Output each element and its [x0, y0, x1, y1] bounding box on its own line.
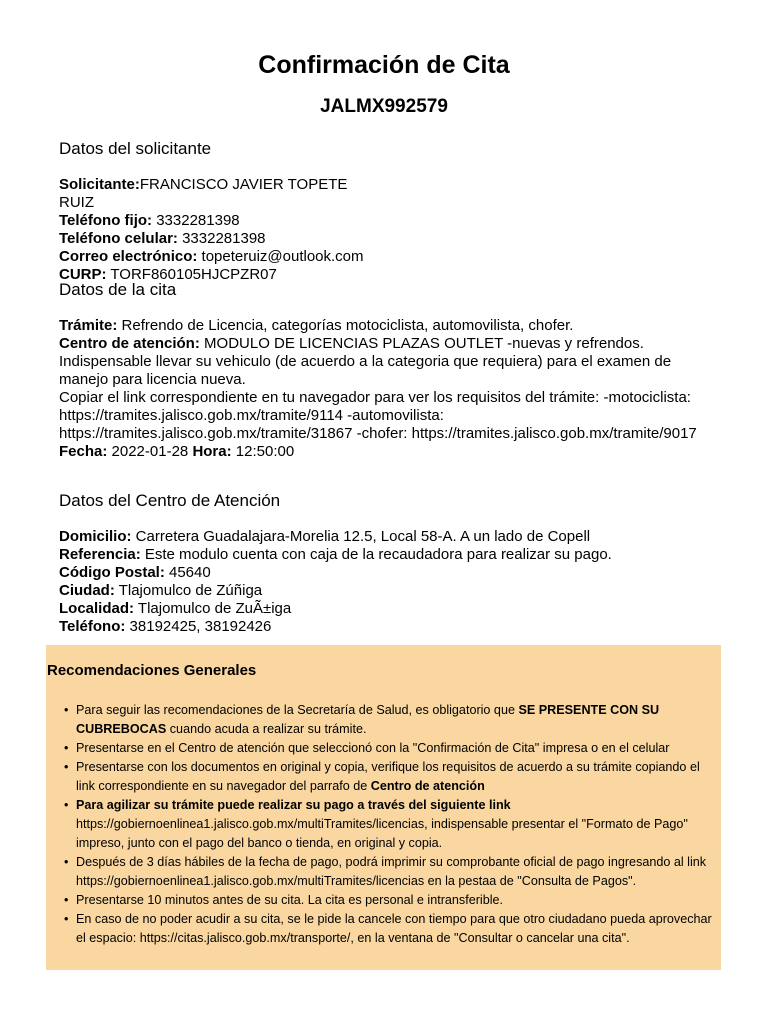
reference-value: Este modulo cuenta con caja de la recaudadora para realizar su pago.	[140, 546, 612, 563]
recommendations-heading: Recomendaciones Generales	[47, 662, 257, 679]
postal-code-label: Código Postal:	[59, 564, 165, 581]
date-label: Fecha:	[59, 443, 108, 460]
landline-value: 3332281398	[152, 212, 240, 229]
service-center-value: MODULO DE LICENCIAS PLAZAS OUTLET -nuevas y refrendos. Indispensable llevar su vehiculo (de acuerdo a la categoria que requiera) para el examen de manejo para licencia nueva.	[59, 335, 672, 388]
recommendation-item	[76, 701, 716, 739]
landline-label: Teléfono fijo:	[59, 212, 153, 229]
locality-row	[59, 600, 709, 618]
requirements-links-text: Copiar el link correspondiente en tu navegador para ver los requisitos del trámite: -motociclista: https://tramites.jalisco.gob.mx/tramite/9114 -automovilista: https://tramites.jalisco.gob.mx/tramite/31867 -chofer: https://tramites.jalisco.gob.mx/tramite/9017	[59, 389, 697, 442]
date-time-row	[59, 443, 709, 461]
time-value: 12:50:00	[231, 443, 295, 460]
city-row	[59, 582, 709, 600]
mobile-label: Teléfono celular:	[59, 230, 178, 247]
postal-code-row	[59, 564, 709, 582]
recommendation-item: • En caso de no poder acudir a su cita, se le pide la cancele con tiempo para que otro ciudadano pueda aprovechar el espacio: https://citas.jalisco.gob.mx/transporte/, en la ventana de "Consultar o cancelar una cita".	[76, 910, 716, 948]
recommendation-emphasis: Para agilizar su trámite puede realizar su pago a través del siguiente link	[76, 798, 511, 812]
center-heading: Datos del Centro de Atención	[59, 491, 281, 510]
recommendation-text: Presentarse con los documentos en original y copia, verifique los requisitos de acuerdo a su trámite copiando el link correspondiente en su navegador del parrafo de	[76, 760, 700, 793]
recommendations-list	[76, 701, 716, 948]
mobile-value: 3332281398	[177, 230, 266, 247]
landline-row	[59, 212, 709, 230]
date-value: 2022-01-28	[107, 443, 193, 460]
address-value: Carretera Guadalajara-Morelia 12.5, Local 58-A. A un lado de Copell	[131, 528, 591, 545]
curp-label: CURP:	[59, 266, 107, 283]
city-label: Ciudad:	[59, 582, 115, 599]
recommendation-emphasis: Centro de atención	[370, 779, 485, 793]
applicant-name-label: Solicitante:	[59, 176, 140, 193]
procedure-row	[59, 317, 709, 335]
address-row	[59, 528, 709, 546]
recommendation-text: https://gobiernoenlinea1.jalisco.gob.mx/multiTramites/licencias, indispensable presentar el "Formato de Pago" impreso, junto con el pago del banco o tienda, en original y copia.	[76, 817, 688, 850]
applicant-name-row	[59, 176, 364, 212]
address-label: Domicilio:	[59, 528, 132, 545]
recommendation-emphasis: SE PRESENTE CON SU CUBREBOCAS	[76, 703, 660, 736]
recommendations-box	[46, 645, 721, 970]
recommendation-item	[76, 796, 716, 853]
center-section	[59, 490, 709, 636]
recommendation-item: • Después de 3 días hábiles de la fecha de pago, podrá imprimir su comprobante oficial de pago ingresando al link https://gobiernoenlinea1.jalisco.gob.mx/multiTramites/licencias en la pestaa de "Consulta de Pagos".	[76, 853, 716, 891]
locality-label: Localidad:	[59, 600, 135, 617]
procedure-label: Trámite:	[59, 317, 118, 334]
email-label: Correo electrónico:	[59, 248, 198, 265]
appointment-heading: Datos de la cita	[59, 280, 177, 299]
city-value: Tlajomulco de Zúñiga	[114, 582, 263, 599]
procedure-value: Refrendo de Licencia, categorías motociclista, automovilista, chofer.	[117, 317, 574, 334]
email-value: topeteruiz@outlook.com	[197, 248, 364, 265]
phone-row	[59, 618, 709, 636]
page-title: Confirmación de Cita	[258, 51, 510, 79]
reference-row	[59, 546, 709, 564]
applicant-section	[59, 138, 709, 284]
recommendation-text: Para seguir las recomendaciones de la Secretaría de Salud, es obligatorio que	[76, 703, 519, 717]
phone-value: 38192425, 38192426	[125, 618, 272, 635]
phone-label: Teléfono:	[59, 618, 126, 635]
recommendation-item: • Presentarse en el Centro de atención que seleccionó con la "Confirmación de Cita" impresa o en el celular	[76, 739, 716, 758]
recommendation-item	[76, 758, 716, 796]
recommendation-text: cuando acuda a realizar su trámite.	[166, 722, 367, 736]
service-center-row	[59, 335, 709, 389]
applicant-heading: Datos del solicitante	[59, 139, 212, 158]
recommendation-item: • Presentarse 10 minutos antes de su cita. La cita es personal e intransferible.	[76, 891, 716, 910]
locality-value: Tlajomulco de ZuÃ±iga	[134, 600, 292, 617]
appointment-section	[59, 279, 709, 461]
reference-label: Referencia:	[59, 546, 141, 563]
postal-code-value: 45640	[164, 564, 211, 581]
email-row	[59, 248, 709, 266]
service-center-label: Centro de atención:	[59, 335, 200, 352]
mobile-row	[59, 230, 709, 248]
curp-value: TORF860105HJCPZR07	[106, 266, 277, 283]
applicant-name-value: FRANCISCO JAVIER TOPETE RUIZ	[59, 176, 348, 211]
time-label: Hora:	[192, 443, 232, 460]
appointment-code: JALMX992579	[320, 96, 448, 117]
